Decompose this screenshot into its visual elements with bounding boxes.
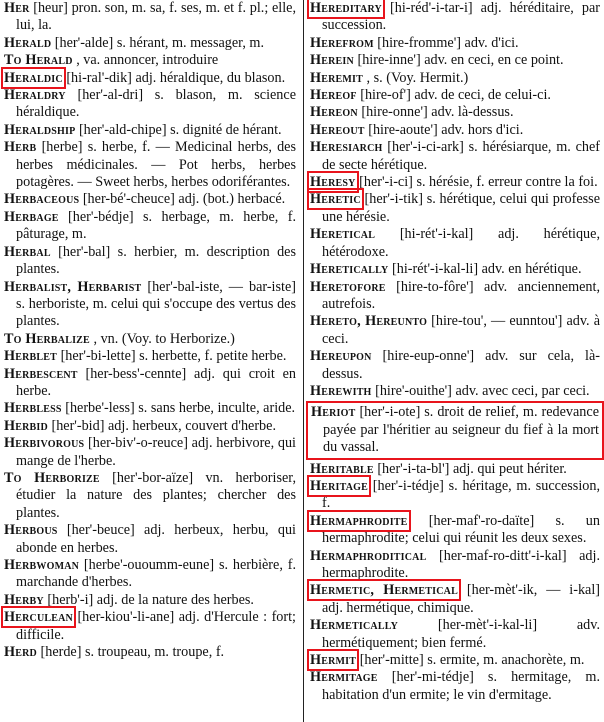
column-divider bbox=[303, 0, 304, 722]
dictionary-entry bbox=[310, 70, 600, 87]
dictionary-entry bbox=[310, 461, 600, 478]
dictionary-entry bbox=[4, 435, 296, 470]
dictionary-entry bbox=[306, 401, 604, 459]
dictionary-entry bbox=[4, 0, 296, 35]
definition: [her'-mi-tédje] s. hermitage, m. habitation d'un ermite; le vin d'ermitage. bbox=[322, 669, 600, 703]
dictionary-entry bbox=[310, 0, 600, 35]
definition: [her'-i-ci-ark] s. hérésiarque, m. chef de secte hérétique. bbox=[322, 139, 600, 173]
headword: Heraldship bbox=[4, 121, 76, 138]
headword: Heritable bbox=[310, 460, 374, 477]
dictionary-entry bbox=[4, 70, 296, 87]
headword: Herald bbox=[4, 34, 52, 51]
dictionary-entry bbox=[310, 52, 600, 69]
headword: Herein bbox=[310, 52, 354, 69]
headword: Herd bbox=[4, 644, 37, 661]
definition: [her-bé'-cheuce] adj. (bot.) herbacé. bbox=[79, 191, 286, 208]
definition: , s. (Voy. Hermit.) bbox=[363, 69, 469, 86]
definition: [hire-of'] adv. de ceci, de celui-ci. bbox=[356, 87, 551, 104]
definition: [her'-bid] adj. herbeux, couvert d'herbe. bbox=[47, 417, 276, 434]
dictionary-entry bbox=[310, 313, 600, 348]
dictionary-entry bbox=[4, 522, 296, 557]
definition: [her'-bédje] s. herbage, m. herbe, f. pâturage, m. bbox=[16, 208, 296, 243]
dictionary-entry bbox=[310, 87, 600, 104]
definition: [her'-i-tik] s. hérétique, celui qui professe une hérésie. bbox=[322, 191, 600, 225]
dictionary-entry bbox=[310, 261, 600, 278]
highlighted-headword: Heriot bbox=[311, 404, 356, 421]
definition: [her'-i-tédje] s. héritage, m. succession, f. bbox=[322, 477, 600, 512]
definition: [her-maf'-ro-daïte] s. un hermaphrodite; celui qui réunit les deux sexes. bbox=[322, 512, 600, 547]
highlighted-headword: Heritage bbox=[310, 477, 369, 494]
dictionary-entry bbox=[310, 582, 600, 617]
definition: [hire-to-fôre'] adv. anciennement, autrefois. bbox=[322, 278, 600, 312]
definition: [her'-bor-aïze] vn. herboriser, étudier la nature des plantes; chercher des plantes. bbox=[16, 469, 296, 521]
dictionary-entry bbox=[310, 35, 600, 52]
definition: [hire-inne'] adv. en ceci, en ce point. bbox=[353, 52, 564, 69]
dictionary-entry bbox=[4, 279, 296, 331]
definition: [her'-bi-lette] s. herbette, f. petite herbe. bbox=[57, 348, 287, 365]
headword: Herbage bbox=[4, 208, 59, 225]
headword: Herbwoman bbox=[4, 557, 80, 573]
definition: [her-mèt'-i-kal-li] adv. hermétiquement; bien fermé. bbox=[322, 617, 600, 651]
definition: [hire-fromme'] adv. d'ici. bbox=[373, 34, 519, 51]
headword: Hereon bbox=[310, 104, 358, 121]
headword: Herbous bbox=[4, 522, 58, 539]
dictionary-entry bbox=[310, 617, 600, 652]
dictionary-entry bbox=[4, 470, 296, 522]
headword: Hereto, Hereunto bbox=[310, 313, 428, 330]
highlighted-headword: Heretic bbox=[310, 191, 361, 208]
right-column bbox=[310, 0, 600, 704]
definition: [heur] pron. son, m. sa, f. ses, m. et f. pl.; elle, lui, la. bbox=[16, 0, 296, 34]
headword: Heretofore bbox=[310, 278, 386, 295]
dictionary-entry bbox=[310, 104, 600, 121]
headword: Herb bbox=[4, 139, 37, 156]
dictionary-entry bbox=[4, 244, 296, 279]
headword: Heremit bbox=[310, 69, 363, 86]
headword: Hermitage bbox=[310, 669, 378, 686]
definition: [her'-bal] s. herbier, m. description des plantes. bbox=[16, 243, 296, 278]
definition: [herb'-i] adj. de la nature des herbes. bbox=[43, 591, 254, 608]
definition: [hire-aoute'] adv. hors d'ici. bbox=[364, 121, 524, 138]
dictionary-entry bbox=[4, 400, 296, 417]
dictionary-entry bbox=[4, 557, 296, 592]
dictionary-entry bbox=[4, 348, 296, 365]
dictionary-entry bbox=[4, 644, 296, 661]
definition: [herde] s. troupeau, m. troupe, f. bbox=[36, 644, 225, 661]
highlighted-headword: Hermaphrodite bbox=[310, 512, 408, 529]
headword: To Herbalize bbox=[4, 330, 90, 347]
left-column bbox=[4, 0, 296, 661]
definition: [hi-ral'-dik] adj. héraldique, du blason. bbox=[62, 69, 286, 86]
headword: To Herborize bbox=[4, 469, 100, 486]
definition: [her-bess'-cennte] adj. qui croit en herbe. bbox=[16, 365, 296, 399]
dictionary-entry bbox=[310, 652, 600, 669]
dictionary-entry bbox=[4, 191, 296, 208]
definition: [her'-i-ci] s. hérésie, f. erreur contre la foi. bbox=[355, 174, 598, 191]
definition: [hi-rét'-i-kal] adj. hérétique, hétérodoxe. bbox=[322, 226, 600, 260]
definition: , va. annoncer, introduire bbox=[72, 52, 219, 69]
headword: Hereout bbox=[310, 121, 365, 138]
headword: Herbid bbox=[4, 417, 48, 434]
headword: Herefrom bbox=[310, 34, 374, 51]
headword: Herbescent bbox=[4, 365, 78, 382]
dictionary-entry bbox=[310, 669, 600, 704]
headword: Herewith bbox=[310, 382, 372, 399]
dictionary-entry bbox=[310, 226, 600, 261]
definition: [her-maf-ro-ditt'-i-kal] adj. hermaphrodite. bbox=[322, 547, 600, 581]
dictionary-entry bbox=[310, 548, 600, 583]
headword: Hereof bbox=[310, 87, 357, 104]
highlighted-headword: Hermit bbox=[310, 652, 357, 669]
headword: Herbalist, Herbarist bbox=[4, 278, 142, 295]
headword: Herbal bbox=[4, 243, 51, 260]
definition: [hire-eup-onne'] adv. sur cela, là-dessus. bbox=[322, 348, 600, 382]
definition: [her'-ald-chipe] s. dignité de hérant. bbox=[75, 121, 282, 138]
headword: Herbless bbox=[4, 400, 62, 417]
headword: Heretically bbox=[310, 261, 389, 278]
headword: Hereupon bbox=[310, 348, 372, 365]
dictionary-entry bbox=[4, 609, 296, 644]
definition: [her-biv'-o-reuce] adj. herbivore, qui mange de l'herbe. bbox=[16, 435, 296, 469]
dictionary-entry bbox=[310, 383, 600, 400]
headword: Hermaphroditical bbox=[310, 547, 427, 564]
dictionary-entry bbox=[4, 592, 296, 609]
dictionary-entry bbox=[4, 52, 296, 69]
dictionary-entry bbox=[310, 513, 600, 548]
definition: [hire'-ouithe'] adv. avec ceci, par ceci. bbox=[371, 382, 590, 399]
definition: [hi-rét'-i-kal-li] adv. en hérétique. bbox=[388, 261, 582, 278]
definition: [her-kiou'-li-ane] adj. d'Hercule : fort; difficile. bbox=[16, 609, 296, 643]
dictionary-entry bbox=[4, 87, 296, 122]
definition: [herbe'-less] s. sans herbe, inculte, aride. bbox=[61, 400, 296, 417]
dictionary-entry bbox=[4, 122, 296, 139]
definition: [her'-alde] s. hérant, m. messager, m. bbox=[51, 34, 264, 51]
headword: Heretical bbox=[310, 226, 376, 243]
definition: [her'-mitte] s. ermite, m. anachorète, m. bbox=[356, 652, 585, 669]
highlighted-headword: Hermetic, Hermetical bbox=[310, 582, 458, 599]
dictionary-entry bbox=[4, 35, 296, 52]
dictionary-entry bbox=[310, 279, 600, 314]
definition: [hi-réd'-i-tar-i] adj. héréditaire, par succession. bbox=[322, 0, 600, 34]
headword: Herbaceous bbox=[4, 191, 80, 208]
definition: [her'-beuce] adj. herbeux, herbu, qui abonde en herbes. bbox=[16, 522, 296, 556]
definition: [her'-al-dri] s. blason, m. science héraldique. bbox=[16, 87, 296, 121]
headword: Herblet bbox=[4, 348, 58, 365]
dictionary-entry bbox=[4, 209, 296, 244]
headword: Herbivorous bbox=[4, 435, 85, 452]
dictionary-entry bbox=[310, 478, 600, 513]
definition: [herbe] s. herbe, f. — Medicinal herbs, des herbes médicinales. — Pot herbs, herbes potagères. — Sweet herbs, herbes odoriférantes. bbox=[16, 139, 296, 191]
highlighted-headword: Heresy bbox=[310, 174, 356, 191]
highlighted-headword: Hereditary bbox=[310, 0, 382, 16]
dictionary-entry bbox=[310, 348, 600, 383]
headword: Heresiarch bbox=[310, 139, 383, 156]
headword: Hermetically bbox=[310, 617, 399, 634]
dictionary-entry bbox=[4, 418, 296, 435]
dictionary-entry bbox=[310, 174, 600, 191]
definition: [hire-onne'] adv. là-dessus. bbox=[357, 104, 514, 121]
definition: [her'-i-ote] s. droit de relief, m. redevance payée par l'héritier au seigneur du fief à la mort du vassal. bbox=[323, 404, 599, 456]
dictionary-entry bbox=[4, 366, 296, 401]
dictionary-entry bbox=[310, 122, 600, 139]
definition: , vn. (Voy. to Herborize.) bbox=[89, 330, 235, 347]
definition: [her'-bal-iste, — bar-iste] s. herboriste, m. celui qui s'occupe des vertus des plantes. bbox=[16, 278, 296, 330]
dictionary-entry bbox=[4, 331, 296, 348]
definition: [her-mèt'-ik, — i-kal] adj. hermétique, chimique. bbox=[322, 582, 600, 616]
definition: [hire-tou', — eunntou'] adv. à ceci. bbox=[322, 313, 600, 347]
definition: [herbe'-ououmm-eune] s. herbière, f. marchande d'herbes. bbox=[16, 557, 296, 591]
headword: Heraldry bbox=[4, 87, 66, 104]
headword: To Herald bbox=[4, 52, 73, 69]
headword: Her bbox=[4, 0, 30, 16]
headword: Herby bbox=[4, 591, 44, 608]
dictionary-entry bbox=[4, 139, 296, 191]
definition: [her'-i-ta-bl'] adj. qui peut hériter. bbox=[373, 460, 567, 477]
dictionary-entry bbox=[310, 191, 600, 226]
dictionary-entry bbox=[310, 139, 600, 174]
highlighted-headword: Heraldic bbox=[4, 69, 63, 86]
highlighted-headword: Herculean bbox=[4, 609, 73, 626]
